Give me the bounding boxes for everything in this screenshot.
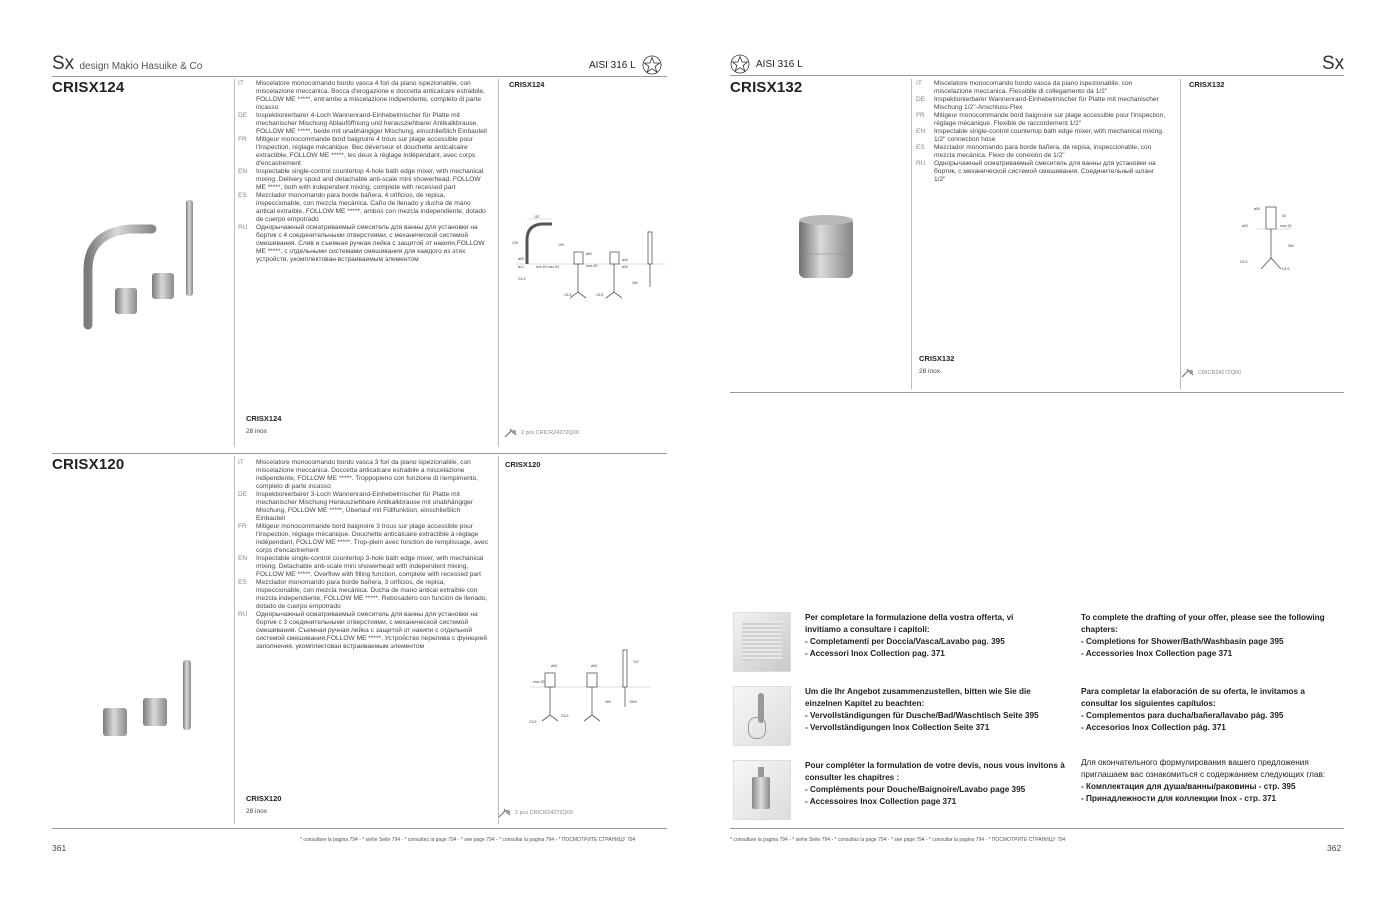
description-block-crisx124 bbox=[238, 80, 490, 264]
dim-label: 226 bbox=[512, 241, 518, 245]
technical-drawing-crisx120 bbox=[525, 645, 655, 730]
chapters-line: - Accesorios Inox Collection pág. 371 bbox=[1081, 723, 1226, 732]
desc-text: Однорычажный осматриваемый смеситель для ванны для установки на бортик с 4 соединительными отверстиями, с механической системой смешивания. Слив и съемная ручная лейка с защитой от накипи,FOLLOW ME *****, с отдельными системами смешивания для каждого из этих устройств, укомплектован встраиваемым элементом bbox=[256, 224, 485, 263]
lang-code: ES bbox=[238, 192, 247, 199]
lang-code: RU bbox=[238, 611, 248, 618]
desc-text: Однорычажный осматриваемый смеситель для ванны для установки на бортик с 3 соединительными отверстиями, с механической системой смешивания. Съемная ручная лейка с защитой от накипи с отдельной системой смешивания,FOLLOW ME *****. Устройство перелива с функцией заполнения, укомплектован встраиваемым элементом bbox=[256, 611, 488, 650]
description-block-crisx132 bbox=[916, 80, 1166, 184]
chapters-line: - Принадлежности для коллекции Inox - стр. 371 bbox=[1081, 794, 1277, 803]
desc-text: Однорычажный осматриваемый смеситель для ванны для установки на бортик, с механической системой смешивания. Соединительный шланг 1/2" bbox=[934, 160, 1156, 183]
lang-code: IT bbox=[238, 459, 244, 466]
left-header-rule bbox=[52, 76, 667, 77]
chapters-line: - Accessories Inox Collection page 371 bbox=[1081, 649, 1233, 658]
chapters-line: - Accessoires Inox Collection page 371 bbox=[805, 797, 957, 806]
desc-row-es bbox=[238, 579, 490, 611]
chapters-intro: Para completar la elaboración de su oferta, le invitamos a consultar los siguientes capítulos: bbox=[1081, 687, 1305, 708]
page-number-361: 361 bbox=[52, 843, 67, 853]
desc-row-ru bbox=[238, 611, 490, 651]
desc-row-es bbox=[916, 144, 1166, 160]
desc-row-ru bbox=[916, 160, 1166, 184]
accessory-crisx120 bbox=[498, 808, 573, 818]
dim-label: 147 bbox=[633, 660, 639, 664]
chapters-line: - Vervollständigungen für Dusche/Bad/Waschtisch Seite 395 bbox=[805, 711, 1039, 720]
desc-row-fr bbox=[238, 523, 490, 555]
dim-label: ø41 bbox=[518, 265, 525, 269]
shower-head-icon bbox=[504, 428, 518, 438]
lang-code: DE bbox=[916, 96, 926, 103]
right-header-rule bbox=[730, 75, 1344, 76]
dim-label: ø50 bbox=[586, 252, 593, 256]
page-number-362: 362 bbox=[1327, 843, 1342, 853]
dim-label: G1/2 bbox=[1282, 267, 1290, 271]
lang-code: DE bbox=[238, 491, 248, 498]
desc-text: Inspektionierbarer 4-Loch Wannenrand-Einhebelmischer für Platte mit mechanischer Mischung Ablauföffnung und herausziehbarer Antikalkbrause, FOLLOW ME *****, beide mit unabhängiger Mischung, einschließlich Einbauteil bbox=[256, 112, 487, 135]
product-image-crisx132 bbox=[795, 212, 857, 282]
desc-text: Mitigeur monocommande bord baignoire sur plage accessible pour l'inspection, réglage mécanique. Flexible de raccordement 1/2" bbox=[934, 112, 1166, 127]
dim-label: max.30 bbox=[1280, 224, 1292, 228]
desc-text: Inspectable single-control countertop 3-hole bath edge mixer, with mechanical mixing. Detachable anti-scale mini showerhead with independent mixing, FOLLOW ME *****. Overflow with filling function, complete with recessed part bbox=[256, 555, 484, 578]
desc-text: Inspektionierbarer Wannenrand-Einhebelmischer für Platte mit mechanischer Mischung 1/2"-Anschluss-Flex bbox=[934, 96, 1159, 111]
product-code-crisx120: CRISX120 bbox=[52, 456, 125, 473]
technical-drawing-crisx132 bbox=[1236, 203, 1316, 278]
brand-logo-text: Sx bbox=[52, 53, 75, 74]
desc-text: Inspectable single-control countertop bath edge mixer, with mechanical mixing. 1/2" connection hose bbox=[934, 128, 1164, 143]
chapters-line: - Комплектация для душа/ванны/раковины - стр. 395 bbox=[1081, 782, 1296, 791]
desc-text: Miscelatore monocomando bordo vasca da piano ispezionabile, con miscelazione meccanica. Flessibile di collegamento da 1/2" bbox=[934, 80, 1133, 95]
accessory-crisx124 bbox=[504, 428, 579, 438]
lang-code: RU bbox=[916, 160, 926, 167]
desc-row-de bbox=[238, 491, 490, 523]
left-footnote: * consultare la pagina 794 - * siehe Seite 794 - * consultez la page 794 - * see page 794 - * consultar la pagina 794 - * ПОСМОТРИТЕ СТРАНИЦУ 794 bbox=[300, 837, 636, 843]
lang-code: IT bbox=[238, 80, 244, 87]
desc-text: Mitigeur monocommande bord baignoire 3 trous sur plage accessible pour l'inspection, réglage mécanique. Douchette anticalcaire extractible à réglage indépendant, FOLLOW ME *****. Trop-plein avec fonction de remplissage, avec corps d'encastrement bbox=[256, 523, 489, 554]
drawing-label-crisx124: CRISX124 bbox=[509, 80, 545, 89]
spec-code-crisx124: CRISX124 bbox=[246, 414, 282, 423]
dim-label: 360 bbox=[632, 281, 638, 285]
chapters-line: - Compléments pour Douche/Baignoire/Lavabo page 395 bbox=[805, 785, 1026, 794]
left-divider-3 bbox=[234, 456, 235, 824]
right-footer-rule bbox=[730, 828, 1344, 829]
desc-row-fr bbox=[238, 136, 490, 168]
lang-code: IT bbox=[916, 80, 922, 87]
lang-code: RU bbox=[238, 224, 248, 231]
desc-text: Miscelatore monocomando bordo vasca 3 fori da piano ispezionabile, con miscelazione meccanica. Doccetta anticalcare estraibile a miscelazione indipendente, FOLLOW ME *****. Troppopieno con funzione di riempimento, completo di parte incasso bbox=[256, 459, 479, 490]
spec-code-crisx132: CRISX132 bbox=[919, 354, 955, 363]
desc-row-es bbox=[238, 192, 490, 224]
lang-code: EN bbox=[238, 555, 248, 562]
star-seal-icon bbox=[730, 54, 750, 74]
drawing-label-crisx132: CRISX132 bbox=[1189, 80, 1225, 89]
desc-row-it bbox=[238, 80, 490, 112]
desc-text: Inspectable single-control countertop 4-hole bath edge mixer, with mechanical mixing. Delivery spout and detachable anti-scale mini showerhead, FOLLOW ME *****, both with independent mixing, complete with recessed part bbox=[256, 168, 484, 191]
desc-row-en bbox=[238, 555, 490, 579]
dim-label: G1/2 bbox=[564, 293, 572, 297]
dim-label: ø40 bbox=[622, 258, 629, 262]
accessory-code: CRICR24272Q00 bbox=[1198, 370, 1242, 376]
chapters-it bbox=[805, 612, 1045, 660]
dim-label: 53 bbox=[1282, 214, 1286, 218]
dim-label: ø50 bbox=[591, 664, 598, 668]
finish-crisx120: 28 inox bbox=[246, 808, 267, 815]
chapters-intro: Um die Ihr Angebot zusammenzustellen, bitten wie Sie die einzelnen Kapitel zu beachten: bbox=[805, 687, 1031, 708]
left-mid-rule bbox=[52, 453, 667, 454]
chapters-fr bbox=[805, 760, 1067, 808]
aisi-label: AISI 316 L bbox=[756, 58, 803, 70]
desc-row-en bbox=[916, 128, 1166, 144]
desc-row-it bbox=[238, 459, 490, 491]
desc-text: Mezclador monomando para borde bañera, 4 orificios, de repisa, inspeccionable, con mezcla mecánica. Caño de llenado y ducha de mano antical extraíble, FOLLOW ME *****, ambos con mezcla independiente, dotado de cuerpo empotrado bbox=[256, 192, 486, 223]
product-image-crisx120 bbox=[100, 660, 210, 740]
product-code-crisx124: CRISX124 bbox=[52, 79, 125, 96]
lang-code: FR bbox=[238, 136, 247, 143]
dim-label: ø42 bbox=[1242, 224, 1249, 228]
finish-crisx132: 28 inox bbox=[919, 368, 940, 375]
dim-label: G1/2 bbox=[529, 720, 537, 724]
lang-code: ES bbox=[238, 579, 247, 586]
dim-label: ø30 bbox=[622, 265, 629, 269]
dim-label: G1/2 bbox=[561, 714, 569, 718]
lang-code: DE bbox=[238, 112, 248, 119]
accessory-code: 2 pcs CRICR24272Q00 bbox=[521, 430, 579, 436]
left-divider-2 bbox=[498, 79, 499, 447]
chapters-line: - Completions for Shower/Bath/Washbasin page 395 bbox=[1081, 637, 1284, 646]
finish-crisx124: 28 inox bbox=[246, 428, 267, 435]
product-image-crisx124 bbox=[60, 195, 200, 330]
chapters-line: - Completamenti per Doccia/Vasca/Lavabo pag. 395 bbox=[805, 637, 1005, 646]
chapters-intro: Pour compléter la formulation de votre devis, nous vous invitons à consulter les chapitres : bbox=[805, 761, 1065, 782]
desc-row-de bbox=[238, 112, 490, 136]
dim-label: 360 bbox=[605, 700, 611, 704]
right-footnote: * consultare la pagina 794 - * siehe Seite 794 - * consultez la page 794 - * see page 794 - * consultar la pagina 794 - * ПОСМОТРИТЕ СТРАНИЦУ 794 bbox=[730, 837, 1066, 843]
desc-text: Inspektionierbarer 3-Loch Wannenrand-Einhebelmischer für Platte mit mechanischer Mischung Herausziehbare Antikalkbrause mit unabhängiger Mischung, FOLLOW ME *****, Überlauf mit Füllfunktion, einschließlich Einbauteil bbox=[256, 491, 473, 522]
desc-text: Mitigeur monocommande bord baignoire 4 trous sur plage accessible pour l'inspection, réglage mécanique. Bec déverseur et douchette anticalcaire extractible, FOLLOW ME *****, les deux à réglage indépendant, avec corps d'encastrement bbox=[256, 136, 476, 167]
left-aisi bbox=[589, 55, 662, 75]
lang-code: EN bbox=[238, 168, 248, 175]
lang-code: EN bbox=[916, 128, 926, 135]
designer-credit: design Makio Hasuike & Co bbox=[79, 61, 203, 72]
left-divider-4 bbox=[498, 456, 499, 824]
desc-row-en bbox=[238, 168, 490, 192]
lang-code: FR bbox=[238, 523, 247, 530]
chapters-de bbox=[805, 686, 1067, 734]
description-block-crisx120 bbox=[238, 459, 490, 651]
desc-row-fr bbox=[916, 112, 1166, 128]
chapters-es bbox=[1081, 686, 1331, 734]
chapters-line: - Accessori Inox Collection pag. 371 bbox=[805, 649, 945, 658]
right-divider-2 bbox=[1180, 79, 1181, 389]
star-seal-icon bbox=[642, 55, 662, 75]
desc-text: Mezclador monomando para borde bañera, de repisa, inspeccionable, con mezcla mecánica. Flexo de conexión de 1/2" bbox=[934, 144, 1152, 159]
right-brand: Sx bbox=[1322, 53, 1345, 74]
spec-code-crisx120: CRISX120 bbox=[246, 794, 282, 803]
left-brand bbox=[52, 53, 202, 75]
technical-drawing-crisx124 bbox=[510, 212, 670, 307]
left-footer-rule bbox=[52, 828, 667, 829]
right-aisi bbox=[730, 54, 803, 74]
dim-label: ø50 bbox=[1254, 207, 1261, 211]
accessory-code: 2 pcs CRICR24272Q00 bbox=[515, 810, 573, 816]
desc-row-ru bbox=[238, 224, 490, 264]
desc-text: Mezclador monomando para borde bañera, 3 orificios, de repisa, inspeccionable, con mezcla mecánica. Ducha de mano antical extraíble con mezcla independiente, FOLLOW ME *****. Rebosadero con función de llenado, dotado de cuerpo empotrado bbox=[256, 579, 488, 610]
chapters-intro: Per completare la formulazione della vostra offerta, vi invitiamo a consultare i capitoli: bbox=[805, 613, 1014, 634]
dim-label: 150 bbox=[558, 243, 564, 247]
chapters-line: - Complementos para ducha/bañera/lavabo pág. 395 bbox=[1081, 711, 1284, 720]
chapters-en bbox=[1081, 612, 1331, 660]
dim-label: min.15 max.63 bbox=[536, 265, 559, 269]
chapters-intro: Для окончательного формулирования вашего предложения приглашаем вас ознакомиться с содержанием следующих глав: bbox=[1081, 758, 1326, 779]
dim-label: G1/2 bbox=[1240, 260, 1248, 264]
dim-label: 360 bbox=[1288, 244, 1294, 248]
thumbnail-soap-dispenser bbox=[733, 760, 791, 820]
dim-label: max.30 bbox=[533, 680, 545, 684]
accessory-crisx132 bbox=[1181, 368, 1241, 378]
product-code-crisx132: CRISX132 bbox=[730, 79, 803, 96]
aisi-label: AISI 316 L bbox=[589, 59, 636, 71]
left-divider-1 bbox=[234, 79, 235, 447]
chapters-ru bbox=[1081, 757, 1331, 805]
dim-label: ø50 bbox=[551, 664, 558, 668]
chapters-intro: To complete the drafting of your offer, please see the following chapters: bbox=[1081, 613, 1325, 634]
lang-code: ES bbox=[916, 144, 925, 151]
desc-row-it bbox=[916, 80, 1166, 96]
shower-head-icon bbox=[1181, 368, 1195, 378]
dim-label: G1/2 bbox=[518, 277, 526, 281]
dim-label: ø50 bbox=[518, 257, 525, 261]
lang-code: FR bbox=[916, 112, 925, 119]
dim-label: max.30 bbox=[586, 264, 598, 268]
desc-text: Miscelatore monocomando bordo vasca 4 fori da piano ispezionabile, con miscelazione meccanica. Bocca d'erogazione e doccetta anticalcare estraibile, FOLLOW ME *****, entrambe a miscelazione indipendente, completo di parte incasso bbox=[256, 80, 485, 111]
right-mid-rule bbox=[730, 392, 1344, 393]
dim-label: 157 bbox=[534, 215, 540, 219]
dim-label: G1/2 bbox=[596, 293, 604, 297]
chapters-line: - Vervollständigungen Inox Collection Seite 371 bbox=[805, 723, 990, 732]
drawing-label-crisx120: CRISX120 bbox=[505, 460, 541, 469]
dim-label: 1500 bbox=[629, 700, 637, 704]
shower-head-icon bbox=[498, 808, 512, 818]
desc-row-de bbox=[916, 96, 1166, 112]
right-divider-1 bbox=[911, 79, 912, 389]
thumbnail-hand-shower bbox=[733, 686, 791, 746]
thumbnail-overhead-shower bbox=[733, 612, 791, 672]
